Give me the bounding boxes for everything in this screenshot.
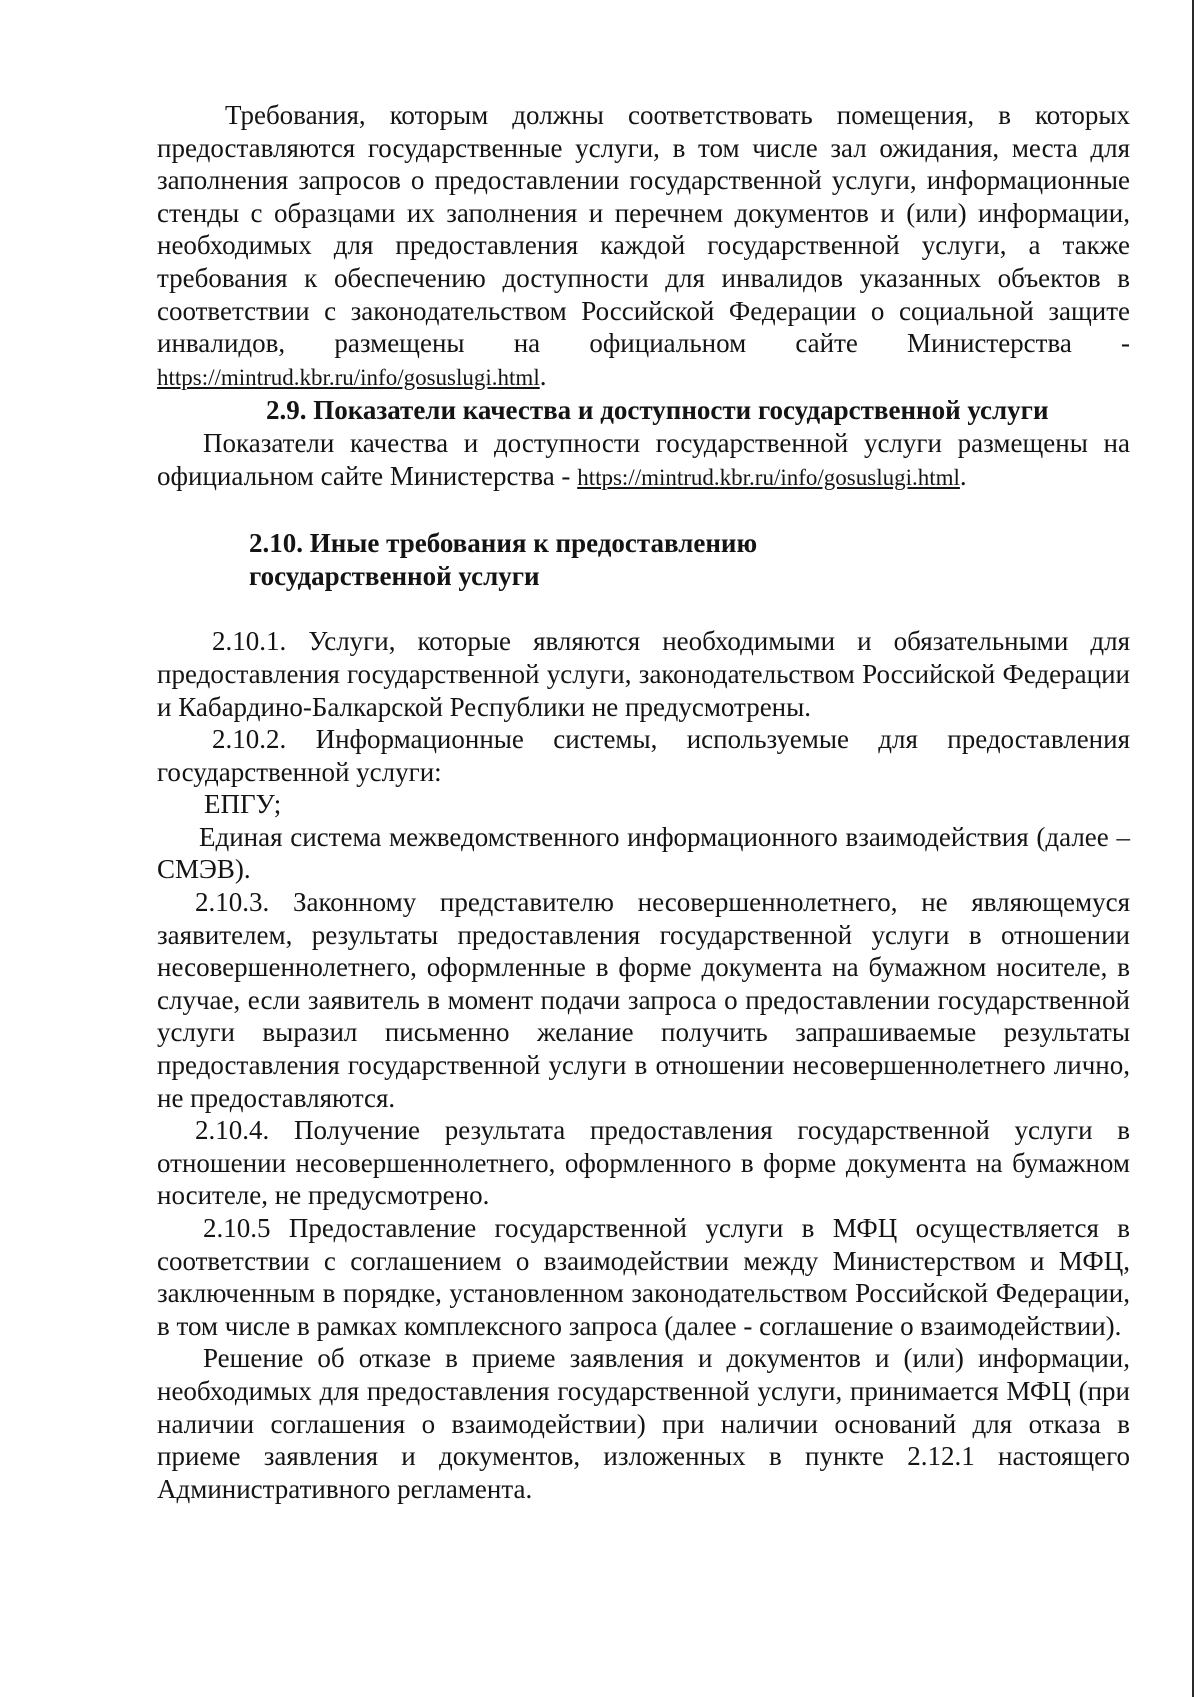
scan-edge-line	[1192, 0, 1194, 1697]
paragraph-2-10-5: 2.10.5 Предоставление государственной услуги в МФЦ осуществляется в соответствии с соглашением о взаимодействии между Министерством и МФЦ, заключенным в порядке, установленном законодательством Российской Федерации, в том числе в рамках комплексного запроса (далее - соглашение о взаимодействии).	[157, 1213, 1130, 1341]
paragraph-premises-requirements	[157, 99, 1130, 394]
paragraph-2-10-4: 2.10.4. Получение результата предоставления государственной услуги в отношении несовершеннолетнего, оформленного в форме документа на бумажном носителе, не предусмотрено.	[157, 1115, 1130, 1211]
paragraph-2-10-2: 2.10.2. Информационные системы, используемые для предоставления государственной услуги:	[157, 724, 1130, 787]
paragraph-premises-text: Требования, которым должны соответствовать помещения, в которых предоставляются государственные услуги, в том числе зал ожидания, места для заполнения запросов о предоставлении государственной услуги, информационные стенды с образцами их заполнения и перечнем документов и (или) информации, необходимых для предоставления каждой государственной услуги, а также требования к обеспечению доступности для инвалидов указанных объектов в соответствии с законодательством Российской Федерации о социальной защите инвалидов, размещены на официальном сайте Министерства -	[157, 100, 1130, 359]
paragraph-2-10-1: 2.10.1. Услуги, которые являются необходимыми и обязательными для предоставления государственной услуги, законодательством Российской Федерации и Кабардино-Балкарской Республики не предусмотрены.	[157, 626, 1130, 722]
paragraph-premises-end: .	[539, 360, 547, 391]
section-heading-2-9: 2.9. Показатели качества и доступности государственной услуги	[266, 395, 1049, 426]
section-heading-2-10	[157, 527, 1130, 592]
document-body	[157, 99, 1130, 1505]
paragraph-quality-text: Показатели качества и доступности государственной услуги размещены на официальном сайте Министерства -	[157, 427, 1130, 491]
ministry-site-link-2[interactable]: https://mintrud.kbr.ru/info/gosuslugi.html	[577, 464, 960, 490]
list-item-epgu: ЕПГУ;	[204, 789, 282, 820]
paragraph-quality-indicators	[157, 427, 1130, 494]
paragraph-quality-end: .	[959, 460, 967, 491]
ministry-site-link[interactable]: https://mintrud.kbr.ru/info/gosuslugi.html	[157, 364, 540, 390]
paragraph-2-10-3: 2.10.3. Законному представителю несовершеннолетнего, не являющемуся заявителем, результаты предоставления государственной услуги в отношении несовершеннолетнего, оформленные в форме документа на бумажном носителе, в случае, если заявитель в момент подачи запроса о предоставлении государственной услуги выразил письменно желание получить запрашиваемые результаты предоставления государственной услуги в отношении несовершеннолетнего лично, не предоставляются.	[157, 887, 1130, 1113]
section-heading-2-10-line2: государственной услуги	[249, 560, 540, 591]
paragraph-smev: Единая система межведомственного информационного взаимодействия (далее – СМЭВ).	[157, 821, 1130, 885]
paragraph-refusal-decision: Решение об отказе в приеме заявления и документов и (или) информации, необходимых для предоставления государственной услуги, принимается МФЦ (при наличии соглашения о взаимодействии) при наличии оснований для отказа в приеме заявления и документов, изложенных в пункте 2.12.1 настоящего Административного регламента.	[157, 1343, 1130, 1504]
section-heading-2-10-line1: 2.10. Иные требования к предоставлению	[249, 528, 758, 559]
